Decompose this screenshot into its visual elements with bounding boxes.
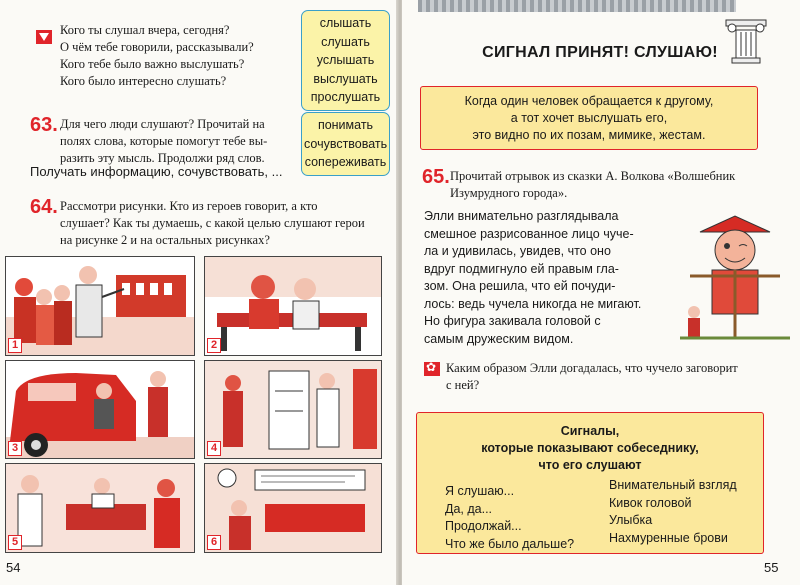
nonverbal-signal: Внимательный взгляд bbox=[609, 478, 737, 492]
section-title: СИГНАЛ ПРИНЯТ! СЛУШАЮ! bbox=[482, 44, 718, 61]
story-line: самым дружеским видом. bbox=[424, 331, 574, 346]
margin-word: слышать bbox=[319, 16, 372, 30]
nonverbal-signal: Улыбка bbox=[609, 513, 653, 527]
flower-marker-icon bbox=[424, 362, 440, 376]
intro-question: Кого ты слушал вчера, сегодня? bbox=[60, 23, 230, 37]
story-line: смешное разрисованное лицо чуче- bbox=[424, 226, 634, 241]
picture-number: 1 bbox=[8, 338, 22, 353]
decorative-header-strip bbox=[418, 0, 736, 12]
question-line: с ней? bbox=[446, 378, 480, 392]
page-number: 55 bbox=[764, 560, 779, 575]
picture-number: 5 bbox=[8, 535, 22, 550]
exercise-number: 63. bbox=[30, 114, 58, 136]
exercise-line: Изумрудного города». bbox=[450, 186, 568, 200]
exercise-line: слушает? Как ты думаешь, с какой целью слушают герои bbox=[60, 216, 365, 230]
scarecrow-illustration bbox=[680, 212, 790, 340]
illustration-2 bbox=[204, 256, 382, 356]
page-number: 54 bbox=[6, 560, 21, 575]
signals-heading bbox=[417, 423, 763, 474]
story-line: зом. Она решила, что ей почуди- bbox=[424, 279, 616, 293]
verbal-signal: Продолжай... bbox=[445, 519, 522, 533]
intro-question: Кого тебе было важно выслушать? bbox=[60, 57, 245, 71]
exercise-63-answer-start: Получать информацию, сочувствовать, ... bbox=[30, 164, 283, 179]
rule-line: а тот хочет выслушать его, bbox=[510, 111, 668, 125]
exercise-line: Прочитай отрывок из сказки А. Волкова «Волшебник bbox=[450, 169, 736, 183]
margin-word: прослушать bbox=[310, 90, 381, 104]
rule-line: это видно по их позам, мимике, жестам. bbox=[472, 128, 706, 142]
intro-question: Кого было интересно слушать? bbox=[60, 74, 227, 88]
verbal-signal: Да, да... bbox=[445, 501, 493, 516]
margin-word: слушать bbox=[321, 34, 370, 49]
verbal-signal: Я слушаю... bbox=[445, 484, 515, 498]
illustration-5 bbox=[5, 463, 195, 553]
triangle-marker-icon bbox=[36, 30, 52, 44]
verbal-signals-list bbox=[445, 483, 574, 553]
margin-word: сопереживать bbox=[304, 155, 387, 169]
exercise-64-text bbox=[60, 198, 386, 249]
margin-word: понимать bbox=[317, 118, 374, 132]
exercise-number: 65. bbox=[422, 166, 450, 188]
illustration-6 bbox=[204, 463, 382, 553]
listening-signals-box bbox=[416, 412, 764, 554]
story-line: вдруг подмигнуло ей правым гла- bbox=[424, 261, 619, 276]
exercise-line: на рисунке 2 и на остальных рисунках? bbox=[60, 233, 270, 247]
margin-word: выслушать bbox=[313, 71, 378, 86]
question-text bbox=[446, 360, 764, 394]
nonverbal-signal: Кивок головой bbox=[609, 495, 692, 510]
story-excerpt bbox=[424, 208, 680, 348]
signals-heading-line: Сигналы, bbox=[560, 424, 620, 438]
intro-question: О чём тебе говорили, рассказывали? bbox=[60, 40, 254, 54]
nonverbal-signals-list bbox=[609, 477, 737, 547]
margin-word-box-listen bbox=[301, 10, 390, 111]
exercise-line: Рассмотри рисунки. Кто из героев говорит, а кто bbox=[60, 199, 318, 213]
exercise-65-text bbox=[450, 168, 766, 202]
intro-questions bbox=[60, 22, 282, 90]
picture-number: 3 bbox=[8, 441, 22, 456]
exercise-number: 64. bbox=[30, 196, 58, 218]
picture-number: 2 bbox=[207, 338, 221, 353]
column-icon bbox=[724, 16, 768, 64]
signals-heading-line: которые показывают собеседнику, bbox=[481, 441, 699, 455]
margin-word: услышать bbox=[316, 53, 375, 67]
story-line: Элли внимательно разглядывала bbox=[424, 209, 619, 223]
right-page bbox=[402, 0, 800, 585]
question-line: Каким образом Элли догадалась, что чучело заговорит bbox=[446, 361, 738, 375]
nonverbal-signal: Нахмуренные брови bbox=[609, 530, 728, 545]
exercise-line: полях слова, которые помогут тебе вы- bbox=[60, 134, 268, 148]
exercise-line: разить эту мысль. Продолжи ряд слов. bbox=[60, 151, 265, 165]
story-line: Но фигура закивала головой с bbox=[424, 314, 601, 328]
illustration-1 bbox=[5, 256, 195, 356]
left-page bbox=[0, 0, 398, 585]
illustration-4 bbox=[204, 360, 382, 459]
signal-rule-box bbox=[420, 86, 758, 150]
story-line: лось: ведь чучела никогда не мигают. bbox=[424, 296, 642, 311]
illustration-3 bbox=[5, 360, 195, 459]
rule-line: Когда один человек обращается к другому, bbox=[464, 94, 714, 108]
exercise-line: Для чего люди слушают? Прочитай на bbox=[60, 117, 265, 131]
picture-number: 4 bbox=[207, 441, 221, 456]
signals-heading-line: что его слушают bbox=[538, 458, 642, 472]
verbal-signal: Что же было дальше? bbox=[445, 536, 575, 551]
margin-word: сочувствовать bbox=[304, 136, 388, 151]
exercise-63-text bbox=[60, 116, 292, 167]
picture-number: 6 bbox=[207, 535, 221, 550]
story-line: ла и удивилась, увидев, что оно bbox=[424, 244, 611, 258]
